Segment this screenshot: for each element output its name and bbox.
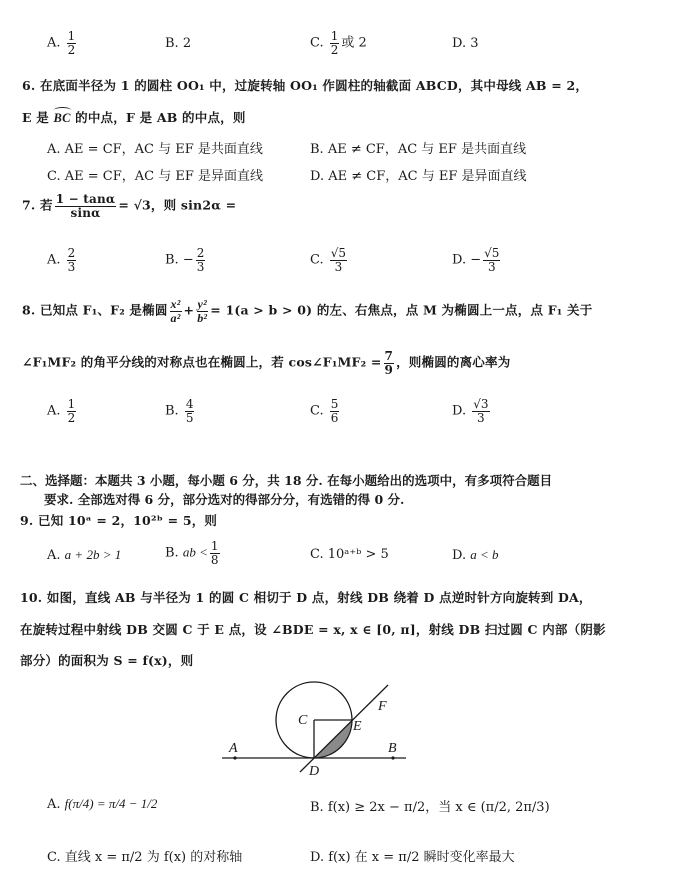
option-letter: B. — [165, 36, 179, 51]
option-text: 或 2 — [341, 35, 367, 51]
option-letter: B. — [165, 403, 179, 419]
option-text: a < b — [470, 547, 499, 562]
text-segment: ∠F₁MF₂ 的角平分线的对称点也在椭圆上，若 cos∠F₁MF₂ = — [22, 354, 382, 370]
option-text: 3 — [470, 36, 479, 51]
numerator: 7 — [384, 349, 394, 363]
denominator: 5 — [185, 410, 194, 425]
text-segment: ，则椭圆的离心率为 — [396, 354, 511, 370]
text-segment: + — [183, 302, 195, 318]
q10-option-a — [47, 796, 157, 812]
option-letter: D. — [452, 403, 467, 419]
option-text: a + 2b > 1 — [64, 547, 122, 562]
option-letter: A. — [47, 548, 61, 563]
question-number: 7. — [22, 197, 36, 213]
option-text: 10ᵃ⁺ᵇ > 5 — [327, 547, 389, 562]
numerator: 2 — [196, 246, 205, 260]
numerator: 1 − tanα — [55, 192, 116, 206]
option-letter: A. — [47, 35, 61, 51]
numerator: √5 — [330, 246, 347, 260]
option-letter: A. — [47, 252, 61, 268]
denominator: 2 — [67, 42, 76, 57]
point-a-icon — [233, 756, 236, 759]
denominator: 3 — [196, 259, 205, 274]
option-text: AE ≠ CF，AC 与 EF 是共面直线 — [327, 142, 527, 157]
question-number: 6. — [22, 78, 36, 93]
option-letter: B. — [165, 252, 179, 268]
option-letter: D. — [310, 169, 325, 184]
option-letter: D. — [310, 850, 325, 865]
numerator: 1 — [210, 539, 219, 553]
label-d: D — [309, 764, 320, 779]
point-b-icon — [391, 756, 394, 759]
text-segment: = 1(a > b > 0) 的左、右焦点，点 M 为椭圆上一点，点 F₁ 关于 — [210, 302, 593, 318]
q10-option-b — [310, 796, 550, 815]
option-text: AE = CF，AC 与 EF 是共面直线 — [64, 142, 263, 157]
numerator: 1 — [330, 29, 339, 43]
option-sign: − — [182, 252, 194, 268]
denominator: 9 — [384, 362, 394, 377]
option-letter: B. — [310, 142, 324, 157]
option-text: f(x) ≥ 2x − π/2，当 x ∈ (π/2, 2π/3) — [327, 800, 550, 815]
numerator: 4 — [185, 397, 194, 411]
option-letter: C. — [310, 403, 324, 419]
denominator: 3 — [477, 410, 485, 425]
section-2-line2: 要求. 全部选对得 6 分，部分选对的得部分分，有选错的得 0 分. — [44, 492, 405, 507]
q10-option-d — [310, 846, 515, 865]
denominator: b² — [197, 310, 208, 325]
denominator: 3 — [67, 259, 76, 274]
option-text: f(π/4) = π/4 − 1/2 — [64, 796, 158, 811]
option-text: ab < — [182, 544, 208, 560]
denominator: 8 — [210, 552, 219, 567]
ray-df — [300, 685, 388, 772]
option-text: 2 — [182, 36, 192, 51]
question-number: 10. — [20, 590, 43, 605]
option-letter: C. — [47, 169, 61, 184]
option-text: f(x) 在 x = π/2 瞬时变化率最大 — [328, 850, 515, 865]
numerator: 1 — [67, 397, 76, 411]
option-letter: C. — [310, 35, 324, 51]
option-text: AE = CF，AC 与 EF 是异面直线 — [64, 169, 264, 184]
question-text: 已知 10ᵃ = 2，10²ᵇ = 5，则 — [38, 513, 218, 528]
section-2-line1: 二、选择题：本题共 3 小题，每小题 6 分，共 18 分. 在每小题给出的选项中，有多项符合题目 — [20, 473, 553, 488]
option-letter: A. — [47, 403, 61, 419]
numerator: y² — [197, 297, 207, 311]
numerator: √3 — [473, 397, 489, 411]
text-segment: 的中点，F 是 AB 的中点，则 — [70, 110, 246, 125]
denominator: 2 — [67, 410, 76, 425]
q10-stem-line2: 在旋转过程中射线 DB 交圆 C 于 E 点，设 ∠BDE = x, x ∈ [0, π]，射线 DB 扫过圆 C 内部（阴影 — [20, 622, 606, 637]
text-segment: 已知点 F₁、F₂ 是椭圆 — [40, 302, 168, 318]
label-a: A — [229, 741, 238, 756]
option-text: 直线 x = π/2 为 f(x) 的对称轴 — [64, 850, 243, 865]
question-number: 9. — [20, 513, 34, 528]
text-segment: E 是 — [22, 110, 54, 125]
numerator: √5 — [484, 246, 500, 260]
option-letter: C. — [310, 547, 324, 562]
option-sign: − — [470, 252, 482, 268]
option-letter: D. — [452, 36, 467, 51]
numerator: x² — [170, 297, 181, 311]
option-letter: C. — [47, 850, 61, 865]
option-letter: A. — [47, 797, 61, 812]
arc-label: BC — [53, 111, 71, 125]
q10-option-c — [47, 846, 242, 865]
label-c: C — [298, 713, 308, 728]
label-b: B — [388, 741, 397, 756]
denominator: 6 — [330, 410, 339, 425]
label-f: F — [378, 699, 387, 714]
q10-stem-line3: 部分）的面积为 S = f(x)，则 — [20, 653, 194, 668]
numerator: 5 — [330, 397, 339, 411]
option-letter: C. — [310, 252, 324, 268]
label-e: E — [353, 719, 362, 734]
option-letter: D. — [452, 252, 467, 268]
numerator: 1 — [67, 29, 76, 43]
question-text: 在底面半径为 1 的圆柱 OO₁ 中，过旋转轴 OO₁ 作圆柱的轴截面 ABCD，其中母线 AB = 2， — [40, 78, 589, 93]
option-letter: B. — [310, 800, 324, 815]
denominator: sinα — [70, 205, 101, 220]
denominator: a² — [170, 310, 181, 325]
denominator: 3 — [334, 259, 343, 274]
text-segment: = √3，则 sin2α = — [118, 197, 237, 213]
option-letter: A. — [47, 142, 61, 157]
numerator: 2 — [67, 246, 76, 260]
option-text: AE ≠ CF，AC 与 EF 是异面直线 — [328, 169, 527, 184]
question-number: 8. — [22, 302, 36, 318]
question-text: 如图，直线 AB 与半径为 1 的圆 C 相切于 D 点，射线 DB 绕着 D 点逆时针方向旋转到 DA， — [46, 590, 592, 605]
denominator: 2 — [330, 42, 339, 57]
option-letter: B. — [165, 545, 179, 561]
text-segment: 若 — [40, 197, 53, 213]
denominator: 3 — [487, 259, 496, 274]
option-letter: D. — [452, 548, 467, 563]
